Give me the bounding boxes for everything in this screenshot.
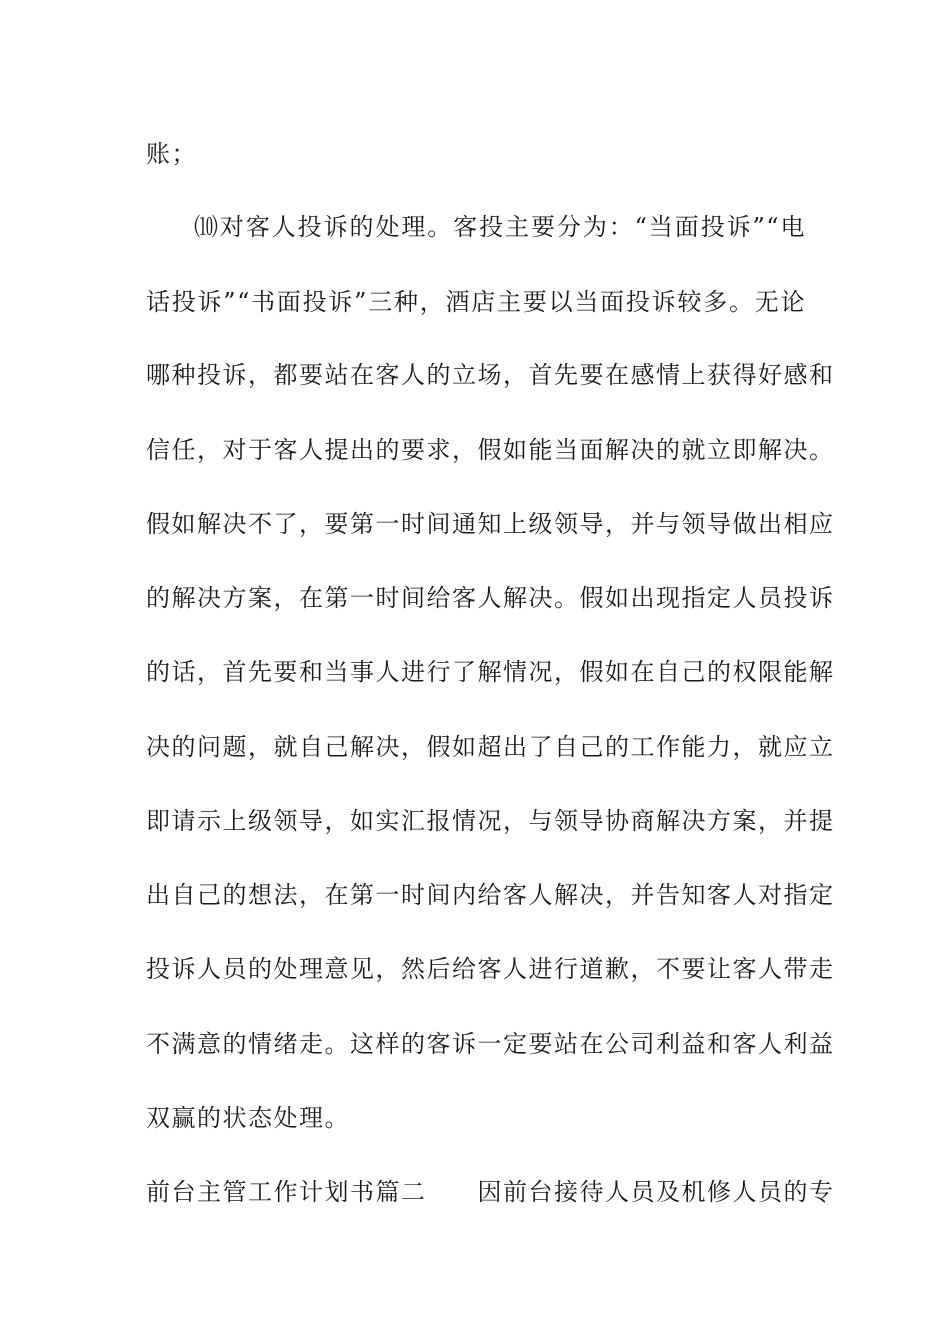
text-line: 假如解决不了，要第一时间通知上级领导，并与领导做出相应 — [146, 510, 835, 538]
text-line: 的解决方案，在第一时间给客人解决。假如出现指定人员投诉 — [146, 584, 835, 612]
text-line: 出自己的想法，在第一时间内给客人解决，并告知客人对指定 — [146, 881, 835, 909]
text-line: 信任，对于客人提出的要求，假如能当面解决的就立即解决。 — [146, 436, 835, 464]
text-line: 账； — [146, 140, 197, 168]
text-line: 投诉人员的处理意见，然后给客人进行道歉，不要让客人带走 — [146, 955, 835, 983]
text-line: 的话，首先要和当事人进行了解情况，假如在自己的权限能解 — [146, 658, 835, 686]
text-line: 决的问题，就自己解决，假如超出了自己的工作能力，就应立 — [146, 733, 835, 761]
paragraph-end-line: 双赢的状态处理。 — [146, 1104, 350, 1132]
paragraph-start-line: ⑽对客人投诉的处理。客投主要分为：“当面投诉”“电 — [194, 213, 806, 241]
text-line: 不满意的情绪走。这样的客诉一定要站在公司利益和客人利益 — [146, 1030, 835, 1058]
section-heading-line: 前台主管工作计划书篇二 因前台接待人员及机修人员的专 — [146, 1178, 835, 1206]
text-line: 哪种投诉，都要站在客人的立场，首先要在感情上获得好感和 — [146, 361, 835, 389]
text-line: 话投诉”“书面投诉”三种，酒店主要以当面投诉较多。无论 — [146, 288, 806, 316]
text-line: 即请示上级领导，如实汇报情况，与领导协商解决方案，并提 — [146, 807, 835, 835]
